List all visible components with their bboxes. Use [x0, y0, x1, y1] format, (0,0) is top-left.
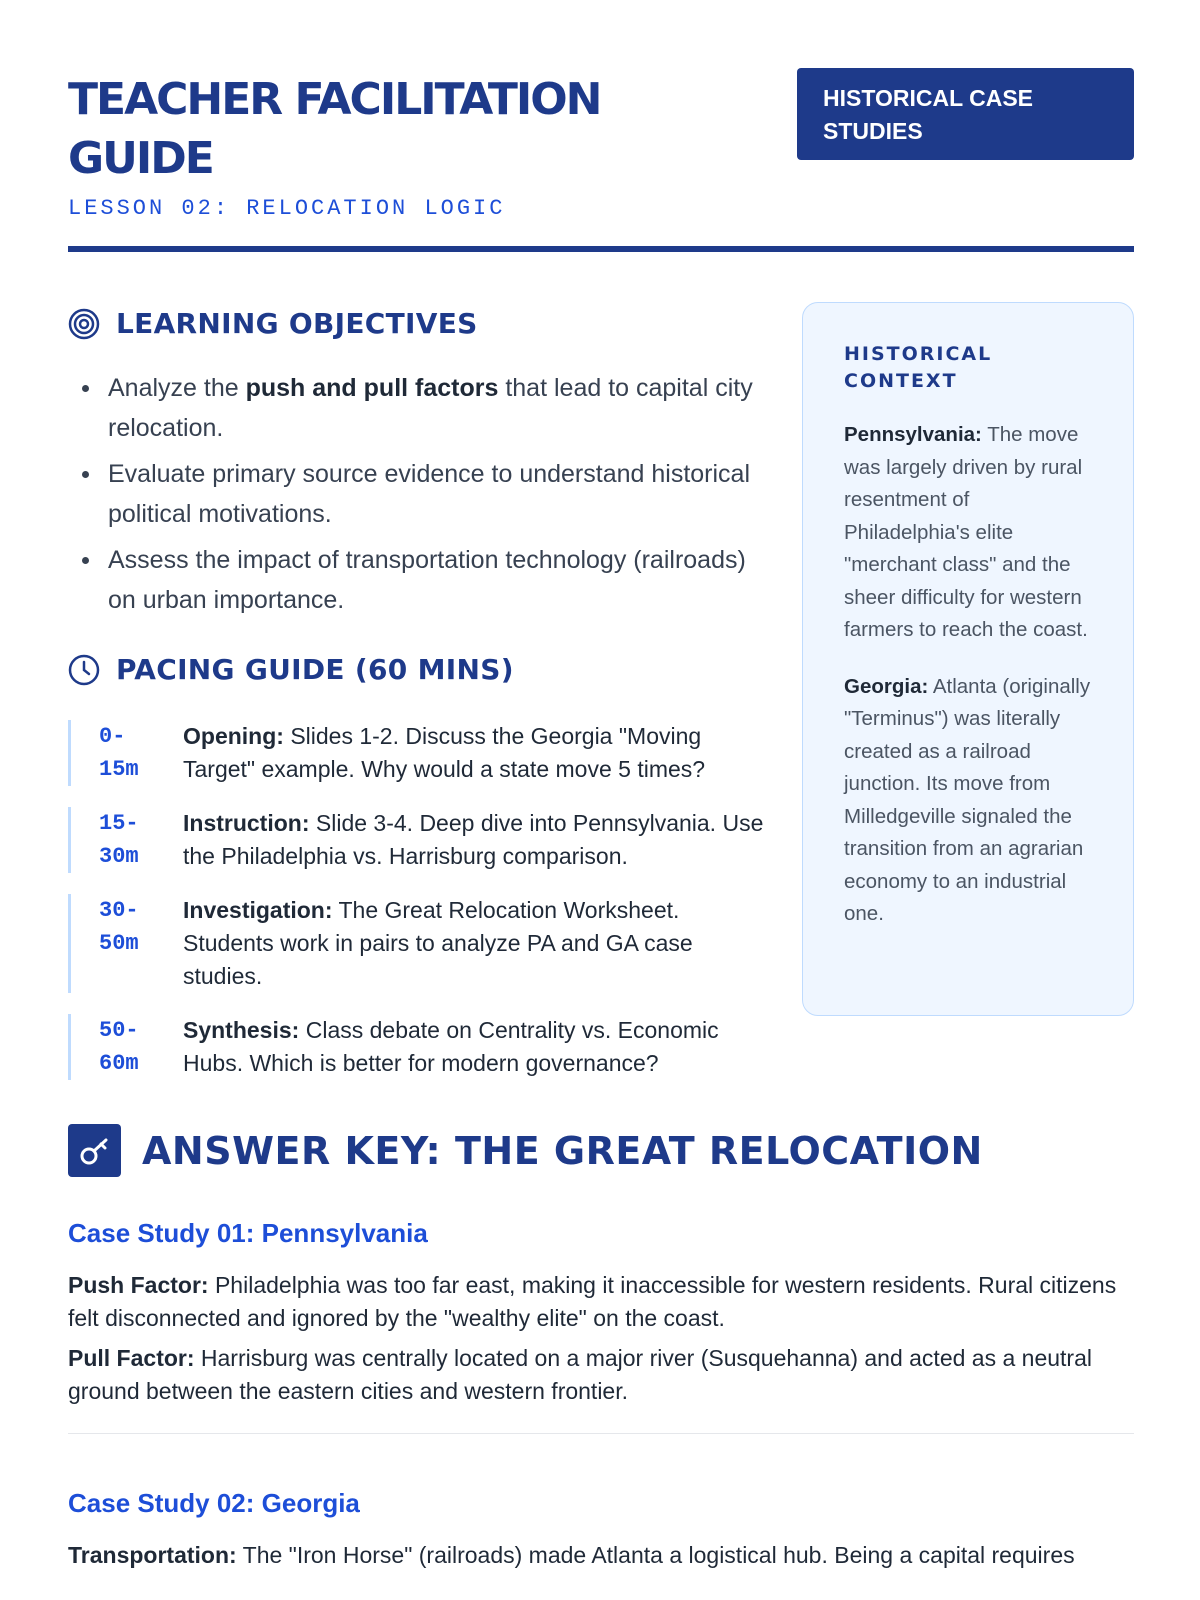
pacing-description: Synthesis: Class debate on Centrality vs. Economic Hubs. Which is better for modern governance?: [183, 1017, 719, 1076]
answer-key-title: ANSWER KEY: THE GREAT RELOCATION: [142, 1128, 983, 1173]
case-study-pennsylvania: [68, 1218, 1134, 1415]
pacing-row: [68, 894, 768, 993]
objectives-title: LEARNING OBJECTIVES: [116, 307, 478, 340]
header-divider: [68, 246, 1134, 252]
pacing-description: Investigation: The Great Relocation Worksheet. Students work in pairs to analyze PA and GA case studies.: [183, 897, 693, 989]
pacing-description: Instruction: Slide 3-4. Deep dive into Pennsylvania. Use the Philadelphia vs. Harrisburg comparison.: [183, 810, 764, 869]
pacing-time: 15- 30m: [99, 811, 139, 869]
list-item: Assess the impact of transportation technology (railroads) on urban importance.: [68, 540, 758, 620]
case-study-title: Case Study 02: Georgia: [68, 1488, 360, 1518]
pacing-row: [68, 807, 768, 873]
pacing-description: Opening: Slides 1-2. Discuss the Georgia "Moving Target" example. Why would a state move 5 times?: [183, 723, 706, 782]
objectives-list: [68, 368, 758, 626]
pacing-row: [68, 1014, 768, 1080]
case-study-item: Transportation: The "Iron Horse" (railroads) made Atlanta a logistical hub. Being a capital requires: [68, 1542, 1075, 1568]
context-paragraph: Pennsylvania: The move was largely driven by rural resentment of Philadelphia's elite "merchant class" and the sheer difficulty for western farmers to reach the coast.: [844, 423, 1088, 641]
case-study-item: Push Factor: Philadelphia was too far east, making it inaccessible for western residents. Rural citizens felt disconnected and ignored by the "wealthy elite" on the coast.: [68, 1272, 1117, 1331]
list-item: Evaluate primary source evidence to understand historical political motivations.: [68, 454, 758, 534]
facilitation-guide-page: [68, 0, 1134, 1600]
objectives-heading: [68, 307, 478, 340]
context-paragraph: Georgia: Atlanta (originally "Terminus") was literally created as a railroad junction. Its move from Milledgeville signaled the transition from an agrarian economy to an industrial one.: [844, 674, 1091, 925]
lesson-subtitle: LESSON 02: RELOCATION LOGIC: [68, 196, 506, 221]
category-badge: HISTORICAL CASE STUDIES: [797, 68, 1134, 160]
answer-key-heading: [68, 1124, 983, 1177]
target-icon: [68, 308, 100, 340]
pacing-row: [68, 720, 768, 786]
pacing-title: PACING GUIDE (60 MINS): [116, 653, 514, 686]
key-icon: [68, 1124, 121, 1177]
document-title: TEACHER FACILITATION GUIDE: [68, 74, 601, 184]
case-study-georgia: [68, 1488, 1134, 1579]
context-title: HISTORICAL CONTEXT: [844, 343, 993, 392]
pacing-time: 0- 15m: [99, 724, 139, 782]
case-study-item: Pull Factor: Harrisburg was centrally located on a major river (Susquehanna) and acted as a neutral ground between the eastern cities and western frontier.: [68, 1345, 1092, 1404]
document-header: [68, 70, 1134, 221]
case-study-title: Case Study 01: Pennsylvania: [68, 1218, 428, 1248]
pacing-heading: [68, 653, 514, 686]
pacing-list: [68, 720, 768, 1101]
pacing-time: 50- 60m: [99, 1018, 139, 1076]
historical-context-card: [802, 302, 1134, 1016]
pacing-time: 30- 50m: [99, 898, 139, 956]
case-divider: [68, 1433, 1134, 1434]
clock-icon: [68, 654, 100, 686]
list-item: Analyze the push and pull factors that lead to capital city relocation.: [68, 368, 758, 448]
